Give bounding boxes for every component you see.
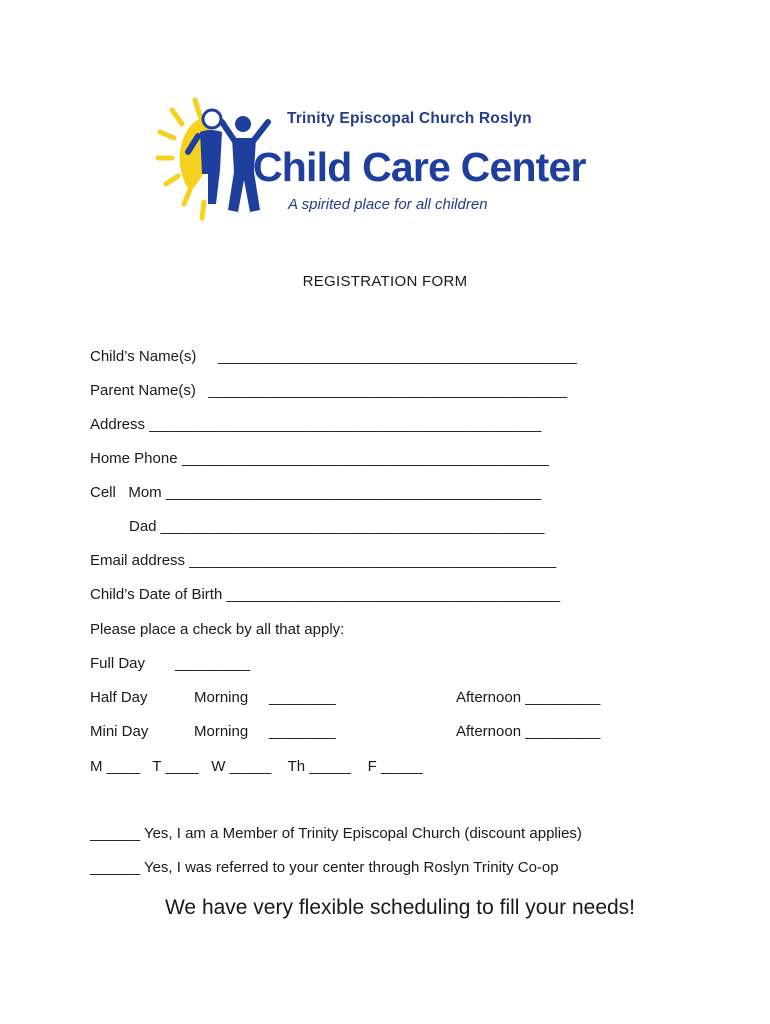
mini-day-afternoon-option[interactable]: Afternoon _________ (456, 723, 601, 740)
childs-name-label: Child’s Name(s) (90, 348, 197, 365)
full-day-checkbox[interactable]: _________ (175, 655, 251, 672)
logo-tagline: A spirited place for all children (288, 196, 488, 213)
mini-day-morning-option[interactable]: Morning ________ (194, 723, 336, 740)
childs-name-field[interactable]: ___________________________________________ (218, 348, 577, 365)
logo (150, 92, 620, 227)
form-title: REGISTRATION FORM (302, 273, 468, 290)
weekday-checkboxes[interactable]: M ____ T ____ W _____ Th _____ F _____ (90, 758, 423, 775)
referred-checkbox[interactable]: ______ Yes, I was referred to your center through Roslyn Trinity Co-op (90, 859, 559, 876)
member-checkbox[interactable]: ______ Yes, I am a Member of Trinity Episcopal Church (discount applies) (90, 825, 582, 842)
scheduling-tagline: We have very flexible scheduling to fill your needs! (164, 896, 636, 919)
home-phone-field[interactable]: Home Phone ____________________________________________ (90, 450, 549, 467)
half-day-morning-option[interactable]: Morning ________ (194, 689, 336, 706)
half-day-label: Half Day (90, 689, 148, 706)
organization-name: Trinity Episcopal Church Roslyn (287, 110, 532, 127)
half-day-afternoon-option[interactable]: Afternoon _________ (456, 689, 601, 706)
full-day-label: Full Day (90, 655, 146, 672)
cell-mom-field[interactable]: Cell Mom _____________________________________________ (90, 484, 542, 501)
address-field[interactable]: Address _______________________________________________ (90, 416, 542, 433)
parent-name-field[interactable]: Parent Name(s) ___________________________________________ (90, 382, 568, 399)
mini-day-label: Mini Day (90, 723, 149, 740)
brand-name: Child Care Center (253, 144, 586, 190)
email-field[interactable]: Email address ____________________________________________ (90, 552, 557, 569)
cell-dad-field[interactable]: Dad ______________________________________________ (129, 518, 545, 535)
dob-field[interactable]: Child’s Date of Birth ________________________________________ (90, 586, 561, 603)
check-instruction: Please place a check by all that apply: (90, 621, 345, 638)
